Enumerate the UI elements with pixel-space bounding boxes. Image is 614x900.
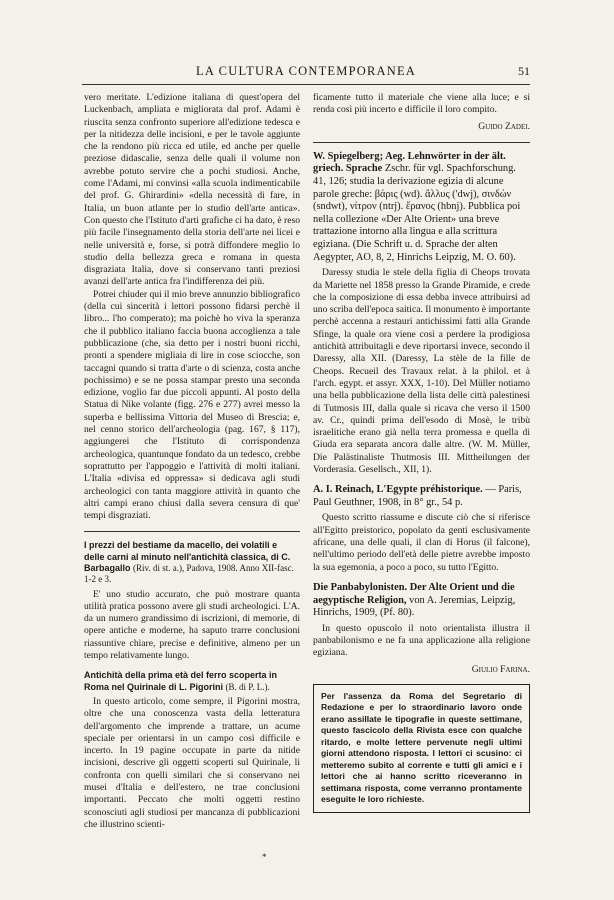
page-number: 51	[518, 64, 530, 78]
editorial-notice-box: Per l'assenza da Roma del Segretario di Redazione e per lo straordinario lavoro onde erano assillate le tipografie in queste settimane, questo fascicolo della Rivista esce con qualche ritardo, e molte lettere pervenute negli ultimi giorni attendono risposta. I lettori ci scusino: ci metteremo subito al corrente e tutti gli amici e i lettori che ai hanno scritto riceveranno in settimana risposta, come verranno prontamente eseguite le loro richieste.	[313, 684, 530, 813]
signature-farina: Giulio Farina.	[471, 663, 530, 675]
entry-detail: von A. Jeremias, Leipzig, Hinrichs, 1909, (Pf. 80).	[313, 594, 516, 619]
entry-text-panbabylonisten: In questo opuscolo il noto orientalista illustra il panbabilonismo e ne fa una applicazione alla religione egiziana.	[313, 622, 530, 659]
running-header	[82, 62, 530, 85]
footer-mark: *	[262, 852, 267, 862]
entry-heading-text: Antichità della prima età del ferro scoperta in Roma nel Quirinale di L. Pigorini	[84, 670, 278, 692]
entry-heading-reinach	[313, 484, 530, 509]
right-column	[313, 92, 530, 813]
section-divider	[313, 142, 530, 143]
intro-paragraph-1: vero meritate. L'edizione italiana di quest'opera del Luckenbach, ampliata e migliorata dal prof. Adami è riuscita senza confronto superiore all'edizione tedesca e per la nitidezza delle incisioni, e per le tavole aggiunte che la rendono più ricca ed utile, ed anche per quelle preziose didascalie, senza delle quali il volume non avrebbe potuto servire che a pochi studiosi. Anche, come l'Adami, mi convinsi «alla scuola indimenticabile del prof. G. Ghirardini» «della necessità di fare, in Italia, un buon atlante per lo studio dell'arte antica». Con questo che l'Istituto d'arti grafiche ci ha dato, è reso più facile l'insegnamento della storia dell'arte nei licei e nelle università e, forse, si potrà diffondere meglio lo studio della bellezza greca e romana in questa disgraziata Italia, dove si conservano tanti preziosi avanzi dell'arte antica fra l'indifferenza dei più.	[84, 92, 300, 288]
signature-zadei: Guido Zadei.	[478, 120, 530, 132]
entry-heading-text: A. I. Reinach, L'Egypte préhistorique.	[313, 484, 483, 496]
left-column	[84, 92, 300, 831]
entry-detail: Zschr. für vgl. Spachforschung. 41, 126; studia la derivazione egizia di alcune parole greche: βάρις (wd). ἄλλυς ('dwj), σινδών (sndwt), νίτρον (ntrj). ἔρανος (hbnj). Pubblica poi nella collezione «Der Alte Orient» una breve trattazione intorno alla lingua e alla scrittura egiziana. (Die Schrift u. d. Sprache der alten Aegypter, AO, 8, 2, Hinrichs Leipzig, M. O. 60).	[313, 163, 521, 263]
continuation-paragraph: ficamente tutto il materiale che viene alla luce; e si renda così più incerto e difficile il loro compito.	[313, 92, 530, 116]
journal-title: LA CULTURA CONTEMPORANEA	[195, 64, 417, 78]
entry-heading-prezzi	[84, 540, 300, 585]
entry-text-prezzi: E' uno studio accurato, che può mostrare quanta utilità pratica possono avere gli studi archeologici. L'A. da un numero grandissimo di iscrizioni, di memorie, di opere antiche e moderne, ha saputo trarre conclusioni riassuntive chiare, precise e definitive, almeno per un tempo relativamente lungo.	[84, 588, 300, 662]
entry-heading-panbabylonisten	[313, 582, 530, 620]
intro-paragraph-2: Potrei chiuder qui il mio breve annunzio bibliografico (della cui sincerità i lettori possono fidarsi perchè il libro... l'ho comperato); ma poichè ho viva la speranza che il pubblico italiano faccia buona accoglienza a tale pubblicazione (che, sia detto per i nostri buoni ricchi, pronti a spendere migliaia di lire in cose sciocche, son taccagni quando si tratta d'arte o di scienza, costa anche pochissimo) e se ne possa stampar presto una seconda edizione, voglio far due piccoli appunti. Al posto della Statua di Nike volante (figg. 276 e 277) avrei messo la superba e bellissima Vittoria del Museo di Brescia; e, nel cenno storico dell'archeologia (pag. 167, § 117), aggiungerei che l'Istituto di corrispondenza archeologica, quantunque fondato da un tedesco, crebbe soprattutto per l'appoggio e l'attività di molti italiani. L'Italia «divisa ed oppressa» si dedicava agli studi archeologici con tanta maggiore attività in quanto che altri campi erano chiusi dalla severa censura di que' tempi disgraziati.	[84, 288, 301, 522]
entry-heading-text: W. Spiegelberg; Aeg. Lehnwörter in der ält. griech. Sprache	[313, 150, 506, 175]
entry-text-reinach: Questo scritto riassume e discute ciò che si riferisce all'Egitto preistorico, popolato da genti esclusivamente africane, una delle quali, il clan di Horus (il falcone), nell'ultimo periodo dell'età delle pietre avrebbe imposto la sua egemonia, a poco a poco, su tutto l'Egitto.	[313, 512, 530, 573]
entry-heading-text: I prezzi del bestiame da macello, dei volatili e delle carni al minuto nell'antichità classica, di C. Barbagallo	[84, 540, 291, 573]
entry-detail: — Paris, Paul Geuthner, 1908, in 8° gr., 54 p.	[313, 484, 522, 508]
section-divider	[84, 531, 300, 532]
entry-text-antichita: In questo articolo, come sempre, il Pigorini mostra, oltre che una conoscenza vasta della letteratura dell'argomento che imprende a trattare, un acume speciale per orientarsi in un campo così difficile e incerto. In 19 pagine occupate in parte da nitide incisioni, descrive gli oggetti scoperti sul Quirinale, li confronta con quelli similari che si conservano nei musei d'Italia e dell'estero, ne trae conclusioni importanti. Peccato che molti oggetti restino sconosciuti agli studiosi per mancanza di pubblicazioni che illustrino scienti-	[84, 695, 300, 830]
entry-heading-text: Die Panbabylonisten. Der Alte Orient und die aegyptische Religion,	[313, 581, 515, 606]
entry-heading-spiegelberg	[313, 151, 530, 264]
entry-detail: (B. di P. L.).	[225, 681, 270, 692]
entry-text-spiegelberg: Daressy studia le stele della figlia di Cheops trovata da Mariette nel 1858 presso la Grande Piramide, e crede che la composizione di essa debba invece attribuirsi ad uno scriba dell'epoca saitica. Il monumento è importante perchè accenna a restauri antichissimi fatti alla Grande Sfinge, la quale ora viene così a perdere la prodigiosa antichità attribuitagli e deve riportarsi invece, secondo il Daressy, alla XII. (Daressy, La stèle de la fille de Cheops. Recueil des Travaux relat. à la philol. et à l'arch. egypt. et assyr. XXX, 1-10). Del Müller notiamo una bella pubblicazione della lista delle città palestinesi di Tutmosis III, dalla quale si ricava che verso il 1500 av. Cr., quindi prima dell'esodo di Mosè, le tribù israelitiche erano già nella terra promessa e quella di Giuda era separata ancora dalle altre. (W. M. Müller, Die Palästinaliste Thutmosis III. Mittheilungen der Vorderasia. Gesellsch., XII, 1).	[313, 267, 530, 475]
entry-detail: (Riv. di st. a.), Padova, 1908. Anno XII-fasc. 1-2 e 3.	[84, 562, 294, 585]
entry-heading-antichita	[84, 670, 300, 693]
